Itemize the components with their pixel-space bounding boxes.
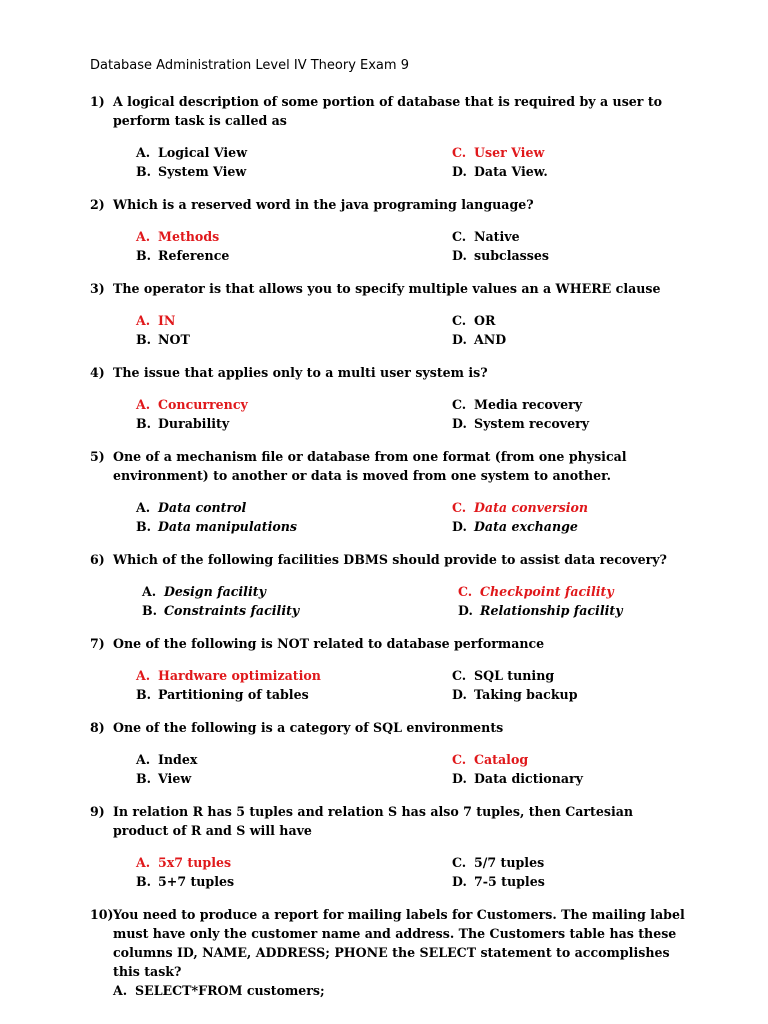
question-row [90, 634, 690, 653]
answer-options [136, 666, 690, 704]
answer-options [136, 750, 690, 788]
option-letter: A. [136, 145, 151, 160]
option-letter: A. [136, 397, 151, 412]
question-row [90, 905, 690, 981]
question-text: The issue that applies only to a multi user system is? [113, 365, 488, 380]
option-letter: D. [452, 519, 467, 534]
question-number: 8) [90, 720, 105, 735]
option-text: Data manipulations [158, 519, 298, 534]
option-b [136, 246, 452, 265]
option-text: Concurrency [158, 397, 248, 412]
question-text: Which is a reserved word in the java programing language? [113, 197, 534, 212]
option-b [136, 517, 452, 536]
option-c [452, 853, 652, 872]
option-b [136, 769, 452, 788]
option-text: IN [158, 313, 176, 328]
option-letter: C. [452, 668, 467, 683]
option-d [452, 517, 652, 536]
option-a-correct-answer [136, 227, 452, 246]
option-text: Methods [158, 229, 220, 244]
question-text: You need to produce a report for mailing labels for Customers. The mailing label must have only the customer name and address. The Customers table has these columns ID, NAME, ADDRESS; PHONE the SELECT statement to accomplishes this task? [113, 907, 685, 979]
option-text: AND [474, 332, 507, 347]
option-d [452, 246, 652, 265]
question-text: The operator is that allows you to specify multiple values an a WHERE clause [113, 281, 661, 296]
answer-options [136, 498, 690, 536]
option-letter: A. [136, 752, 151, 767]
answer-options [142, 582, 690, 620]
option-text: System View [158, 164, 247, 179]
question-8 [90, 718, 690, 788]
option-text: Catalog [474, 752, 529, 767]
option-letter: D. [452, 332, 467, 347]
option-letter: A. [136, 668, 151, 683]
option-d [452, 414, 652, 433]
option-letter: D. [452, 164, 467, 179]
option-letter: B. [136, 416, 152, 431]
option-letter: C. [452, 752, 467, 767]
option-c-correct-answer [452, 750, 652, 769]
option-text: Relationship facility [480, 603, 623, 618]
option-b [136, 162, 452, 181]
option-text: Checkpoint facility [480, 584, 614, 599]
option-text: Durability [158, 416, 230, 431]
question-7 [90, 634, 690, 704]
option-b [136, 414, 452, 433]
option-a [136, 143, 452, 162]
option-a-correct-answer [136, 311, 452, 330]
option-a [142, 582, 458, 601]
option-letter: B. [136, 248, 152, 263]
answer-options [136, 853, 690, 891]
exam-header: Database Administration Level IV Theory Exam 9 [90, 58, 409, 73]
option-text: 5x7 tuples [158, 855, 232, 870]
option-letter: D. [452, 416, 467, 431]
question-number: 10) [90, 907, 114, 922]
option-letter: A. [136, 855, 151, 870]
question-row [90, 279, 690, 298]
option-letter: B. [136, 687, 152, 702]
option-a [113, 981, 690, 1000]
option-letter: D. [452, 687, 467, 702]
option-text: SQL tuning [474, 668, 555, 683]
option-text: Data View. [474, 164, 548, 179]
question-row [90, 447, 690, 485]
question-4 [90, 363, 690, 433]
option-letter: C. [458, 584, 473, 599]
question-row [90, 550, 690, 569]
option-a-correct-answer [136, 666, 452, 685]
option-a [136, 498, 452, 517]
option-text: Constraints facility [164, 603, 300, 618]
option-letter: A. [113, 983, 128, 998]
option-b [142, 601, 458, 620]
option-text: Design facility [164, 584, 266, 599]
option-letter: C. [452, 500, 467, 515]
option-letter: C. [452, 229, 467, 244]
question-5 [90, 447, 690, 536]
option-text: Taking backup [474, 687, 578, 702]
option-d [452, 872, 652, 891]
option-letter: B. [136, 332, 152, 347]
option-text: SELECT*FROM customers; [135, 983, 325, 998]
option-a-correct-answer [136, 853, 452, 872]
option-a-correct-answer [136, 395, 452, 414]
answer-options [136, 311, 690, 349]
question-number: 7) [90, 636, 105, 651]
option-text: Partitioning of tables [158, 687, 309, 702]
question-row [90, 718, 690, 737]
option-text: Data dictionary [474, 771, 583, 786]
option-text: User View [474, 145, 545, 160]
question-row [90, 195, 690, 214]
answer-options [136, 227, 690, 265]
option-text: Hardware optimization [158, 668, 321, 683]
option-letter: B. [142, 603, 158, 618]
option-text: System recovery [474, 416, 590, 431]
question-text: A logical description of some portion of database that is required by a user to perform task is called as [113, 94, 663, 128]
option-letter: A. [136, 500, 151, 515]
option-letter: A. [142, 584, 157, 599]
option-text: Media recovery [474, 397, 583, 412]
question-number: 1) [90, 94, 105, 109]
answer-options [136, 143, 690, 181]
question-row [90, 363, 690, 382]
option-letter: C. [452, 397, 467, 412]
answer-options [136, 395, 690, 433]
question-number: 5) [90, 449, 105, 464]
option-d [452, 685, 652, 704]
option-d [458, 601, 658, 620]
option-letter: B. [136, 874, 152, 889]
option-c-correct-answer [458, 582, 658, 601]
question-text: One of the following is a category of SQL environments [113, 720, 504, 735]
option-text: OR [474, 313, 496, 328]
question-list [90, 92, 690, 1014]
question-number: 9) [90, 804, 105, 819]
option-b [136, 330, 452, 349]
option-letter: C. [452, 313, 467, 328]
question-text: In relation R has 5 tuples and relation S has also 7 tuples, then Cartesian product of R and S will have [113, 804, 634, 838]
option-letter: D. [458, 603, 473, 618]
option-letter: D. [452, 248, 467, 263]
question-9 [90, 802, 690, 891]
option-text: View [158, 771, 192, 786]
option-letter: B. [136, 164, 152, 179]
option-text: 5+7 tuples [158, 874, 235, 889]
option-a [136, 750, 452, 769]
option-b [136, 685, 452, 704]
option-letter: D. [452, 874, 467, 889]
option-letter: D. [452, 771, 467, 786]
question-number: 3) [90, 281, 105, 296]
option-text: 7-5 tuples [474, 874, 545, 889]
question-10 [90, 905, 690, 1000]
option-d [452, 162, 652, 181]
option-text: Data control [158, 500, 247, 515]
question-text: One of the following is NOT related to database performance [113, 636, 545, 651]
option-letter: A. [136, 313, 151, 328]
option-text: Data conversion [474, 500, 589, 515]
option-letter: B. [136, 519, 152, 534]
question-text: One of a mechanism file or database from one format (from one physical environment) to another or data is moved from one system to another. [113, 449, 627, 483]
question-text: Which of the following facilities DBMS should provide to assist data recovery? [113, 552, 667, 567]
option-c-correct-answer [452, 143, 652, 162]
option-letter: C. [452, 145, 467, 160]
option-letter: A. [136, 229, 151, 244]
option-text: Logical View [158, 145, 248, 160]
question-number: 4) [90, 365, 105, 380]
option-c [452, 666, 652, 685]
question-number: 2) [90, 197, 105, 212]
option-text: NOT [158, 332, 190, 347]
option-b [136, 872, 452, 891]
option-text: Reference [158, 248, 230, 263]
option-c-correct-answer [452, 498, 652, 517]
option-d [452, 330, 652, 349]
question-number: 6) [90, 552, 105, 567]
question-row [90, 802, 690, 840]
option-text: Index [158, 752, 198, 767]
question-6 [90, 550, 690, 620]
option-d [452, 769, 652, 788]
question-row [90, 92, 690, 130]
question-3 [90, 279, 690, 349]
option-c [452, 227, 652, 246]
question-2 [90, 195, 690, 265]
option-text: subclasses [474, 248, 549, 263]
option-letter: C. [452, 855, 467, 870]
option-text: Data exchange [474, 519, 578, 534]
option-letter: B. [136, 771, 152, 786]
option-c [452, 395, 652, 414]
question-1 [90, 92, 690, 181]
option-text: 5/7 tuples [474, 855, 545, 870]
option-text: Native [474, 229, 520, 244]
option-c [452, 311, 652, 330]
